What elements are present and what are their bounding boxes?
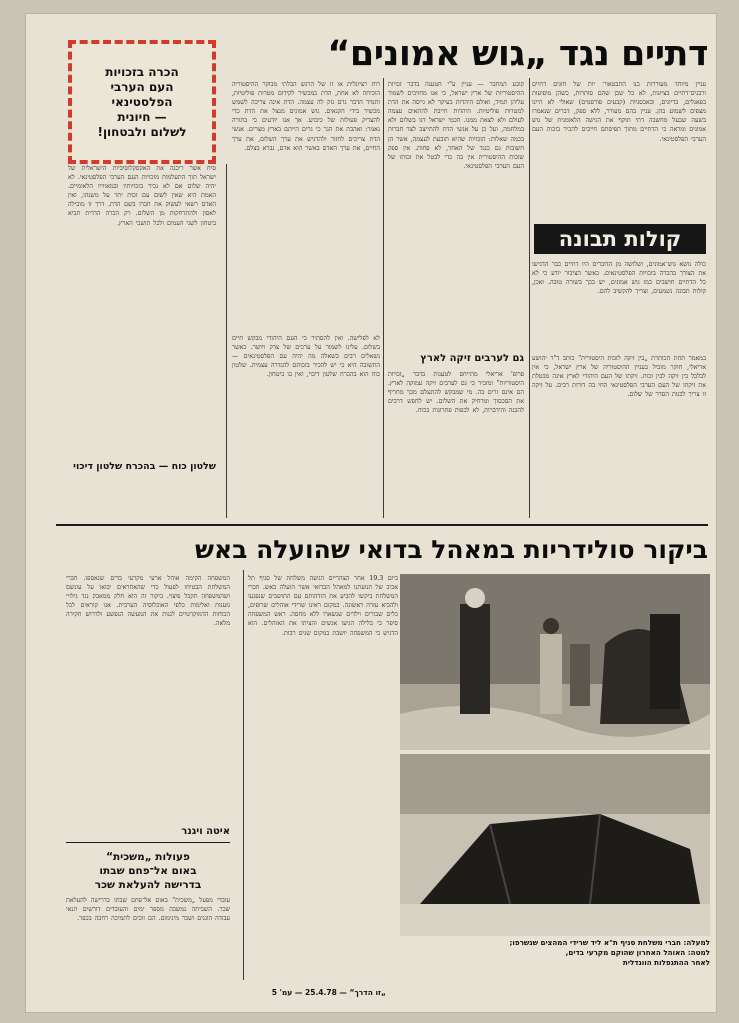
photo-last-tent	[400, 754, 710, 936]
subhead-kolot-tvuna: קולות תבונה	[534, 224, 706, 254]
photo-image	[400, 574, 710, 750]
article-column: עובדי מפעל „משכית“ באום אל־פחם שבתו בדרישה להעלאת שכר. השביתה נמשכה מספר ימים והעובדים דורשים תנאי עבודה הוגנים ושכר מינימום. הם זוכים לתמיכה רחבה בכפר.	[66, 897, 230, 923]
promo-line: הפלסטינאי	[111, 94, 173, 109]
article-column: לא לפלישה. ואין להסתיר כי העם היהודי מבקש חיים בשלום. עלינו לשמור על ערכים של צדק ויושר. כאשר נשאלים רבים בשאלה מה יהיה עם הפלסטינאים — התשובה היא כי יש להכיר בזכותם להגדרה עצמית. שלטון כוח הוא בהכרח שלטון דיכוי, ואין בו ביטחון.	[232, 335, 380, 379]
section-rule	[56, 524, 708, 526]
article-column: כולה נושא גוש־אמונים, ושלושה מן הדוברים היו דתיים כבר הדגישו את הצורך בהכרה בזכויות הפלסטינאים. כאשר הציבור יודע כי לא כל הדתיים חושבים כמו גוש אמונים, יש בכך בשורה טובה. ואכן, קולות תבונה נשמעים, וצריך להקשיב להם.	[532, 261, 706, 296]
subhead-gam-laaravim: גם לערבים זיקה לארץ	[420, 353, 524, 364]
article-column: ביום 19.3 אחר הצהריים הגיעה משלחת של סניף תל אביב של תנועתנו למאהל הבדואי אשר הועלה באש. חברי המשלחת ביקשו להביע את הזדהותם עם התושבים שנפגעו ולהביא עזרה ראשונה. במקום ראינו שרידי אוהלים שרופים, כלים שבורים וילדים שנשארו ללא מחסה. ראש המשפחה סיפר כי בלילה הגיעו אנשים והציתו את האוהלים. הוא הדגיש כי המשפחה יושבת במקום שנים רבות.	[248, 575, 398, 637]
photo-caption	[400, 938, 710, 968]
promo-line: — חיונית	[117, 109, 167, 124]
page-footer: „זו הדרך“ — 25.4.78 — עמ' 5	[271, 988, 386, 997]
main-headline: דתיים נגד „גוש אמונים“	[327, 34, 708, 74]
article-column: סיח אשר ריכנה את האקסקלוסיביות הישראלית של ישראל תוך התעלמות מזכויות העם הערבי הפלסטינאי. לא יהיה שלום אם לא נכיר בזכויותיו ובמאווייו הלאומיים. האמת היא שאין לשום עם זכות יתר על משנהו, ואין האדם רשאי לעשוק את חברו בשם הדת. דרך זו מובילה לאסון ולהתרחקות מן השלום. רק הכרה הדדית תביא ביטחון לשני העמים ולכל תושבי הארץ.	[68, 165, 216, 227]
strike-headline-line: פעולות „משכית“	[106, 851, 190, 863]
article-column: קובע המחבר — עניין ע"י הטענה בדבר זכויות ההיסטוריות של ארץ ישראל, כי אנו מחויבים לשמור עליהן תמיד, ואולם היהדות בעיקר לא גייסה את הדת למטרות פוליטיות. היהדות חייבת להתאים עצמה לעולם ולא לצאת ממנו. חכמי ישראל דנו בשלום ולא במלחמה, ועל כן על אנשי הדת להתייצב לצד חברות בכמה שאלות: הזכויות שהיא תובעת לעצמה, אשר הן חשובות גם כנגד של האחר, לא פחות. אין ספק שזכות ההיסטורית אין בה כדי לבטל את זכותו של העם הערבי הפלסטינאי.	[388, 81, 524, 170]
section-rule	[66, 842, 230, 843]
article-column: פרופ' אריאלי מתייחס לטענות בדבר „זכויות היסטוריות“ ומזכיר כי גם לערבים זיקה עמוקה לארץ. הם אינם זרים בה. מי שמבקש להתעלם מכך מחריף את הסכסוך ומרחיק את השלום. יש לחפש דרכים להבנה והידברות, לא לכפות פתרונות בכוח.	[388, 371, 524, 415]
column-divider	[226, 164, 227, 518]
promo-line: העם הערבי	[110, 79, 174, 94]
article-column: המשפחה הקימה אוהל ארעי מקרעי בדים שנאספו. חברי המשלחת הבטיחו לפעול כדי שהאחראים יבואו על עונשם ושהמשפחה תקבל פיצוי. ביקור זה הוא חלק ממאבק נגד גילויי גזענות ואלימות כלפי האוכלוסיה הערבית. אנו קוראים לכל הכוחות הדמוקרטיים לגנות את המעשה הנפשע ולדרוש חקירה מלאה.	[66, 575, 230, 628]
article-column: עניין מיוחד מעוררות בנו התבטאוי־ יות של חוגים דתיים ורבנים־דתיים בציונות, לא כל שכן שהם סותרות, כשהן מופיעות בפאנלים, בדיונים, ובאכסניות (קבעים פורסמים) שאולי לא היינו מצפים לשמוע בהן. עניין בהם מעורר, ללא ספק, דברים שנאמרו בשעה שבעל מחשבה דתי תוקף את הגישה הלאומנית של גוש אמונים ומראה כי הדתיים מתוך תפיסתם חייבים להכיר בזכות העם הערבי הפלסטינאי.	[532, 81, 706, 143]
subhead-shilton-koach: שלטון כוח — בהכרח שלטון דיכוי	[73, 461, 216, 472]
strike-headline-line: באום אל־פחם שבתו	[99, 865, 197, 877]
caption-line: לאחר ההתנפלות הוונדלית	[622, 958, 710, 967]
column-divider	[529, 78, 530, 518]
column-divider	[243, 570, 244, 980]
newspaper-page	[26, 14, 716, 1012]
photo-image	[400, 754, 710, 936]
column-divider	[383, 78, 384, 518]
article-column: רות רציונלית או זו של הרגש הבלתי מבוקר ההיסטוריה הוכיחה לא אחת, הדת כמכשיר לקידום מטרות פוליטיות, ותמיד הדבר גרם נזק לה עצמה. הדת אינה צריכה לשמש מכשיר בידי הקנאים. גוש אמונים מנצל את הדת כדי להצדיק פעולות של כיבוש. אך אנו יודעים כי בתורה נאמר: ואהבת את הגר כי גרים הייתם בארץ מצרים. אנשי הדת צריכים לחזור ולהדגיש את ערך השלום, את ערך החיים, את ערך האדם באשר הוא אדם, נברא בצלם.	[232, 81, 380, 152]
caption-line: למעלה: חברי משלחת סניף ת"א ליד שרידי המהצים שנשרפו;	[509, 938, 710, 947]
article-author: איטה ויגנר	[181, 826, 230, 837]
promo-box	[68, 40, 216, 164]
strike-headline	[66, 850, 230, 892]
second-headline: ביקור סולידריות במאהל בדואי שהועלה באש	[195, 535, 708, 564]
promo-line: לשלום ולבטחון!	[97, 124, 187, 139]
promo-line: הכרה בזכויות	[105, 64, 179, 79]
article-column: במאמר תחת הכותרת „בין זיקה לזכות היסטורית“ כותב ד"ר יהושע אריאלי, חוקר מוביל בעניין ההיסטוריה של ארץ ישראל, כי אין לבלבל בין זיקה לבין זכות. זיקתו של העם היהודי לארץ אינה מבטלת את זיקתו של העם הערבי הפלסטינאי החי בה דורות רבים. על זיקה זו צריך לבנות הסדר של שלום.	[532, 355, 706, 399]
strike-headline-line: בדרישה להעלאת שכר	[94, 879, 202, 891]
caption-line: למטה: האוהל האחרון שהוקם מקרעי בדים,	[565, 948, 710, 957]
photo-burnt-tent	[400, 574, 710, 750]
